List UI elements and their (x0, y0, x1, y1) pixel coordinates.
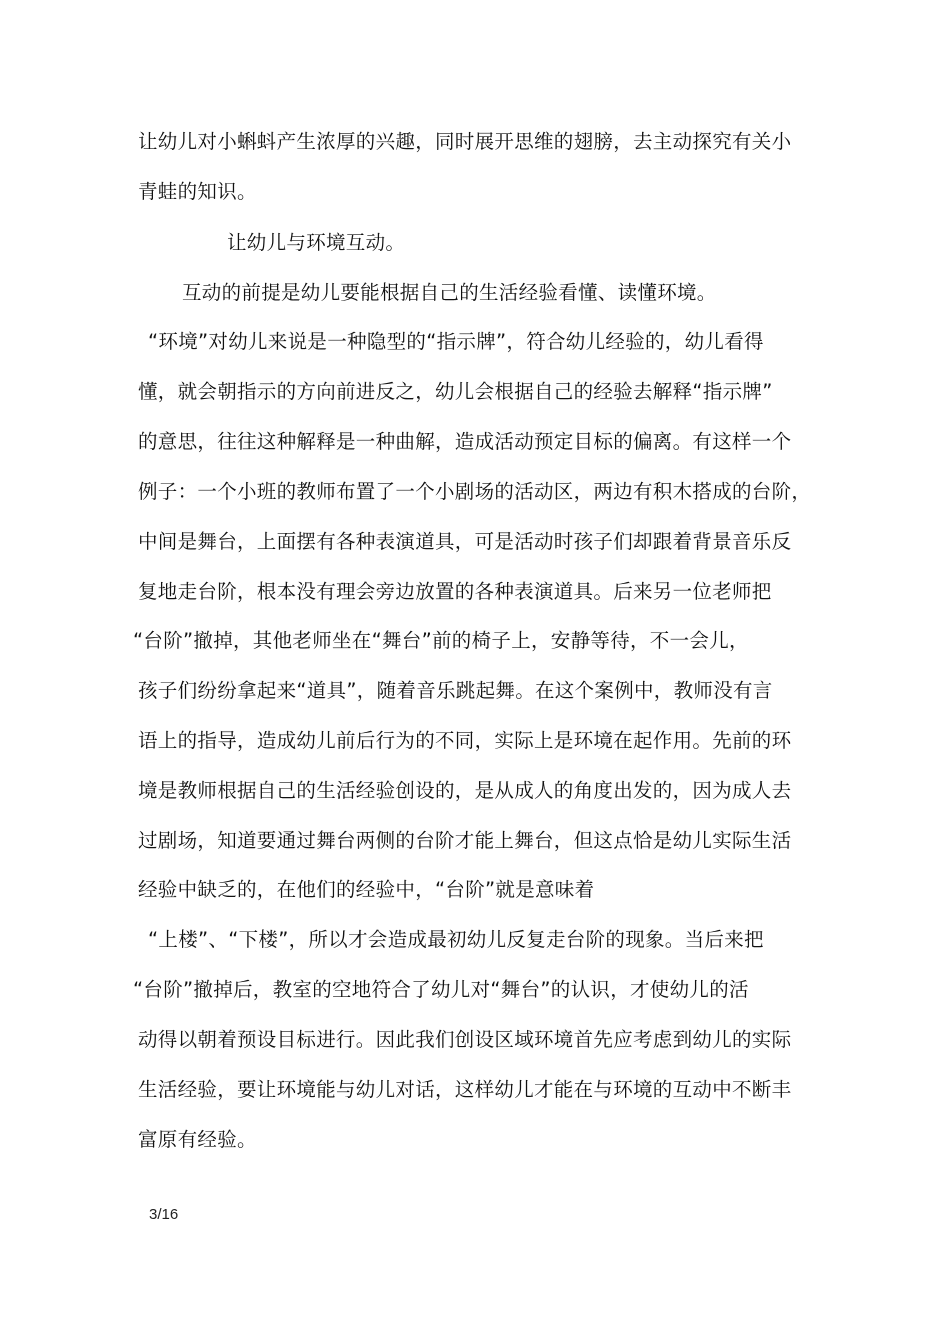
section-heading: 让幼儿与环境互动。 (227, 231, 406, 254)
paragraph-line: “台阶”撤掉后，教室的空地符合了幼儿对“舞台”的认识，才使幼儿的活 (133, 978, 749, 1001)
paragraph-line: 中间是舞台，上面摆有各种表演道具，可是活动时孩子们却跟着背景音乐反 (138, 530, 792, 553)
paragraph-line: 境是教师根据自己的生活经验创设的，是从成人的角度出发的，因为成人去 (138, 779, 792, 802)
paragraph-line: 让幼儿对小蝌蚪产生浓厚的兴趣，同时展开思维的翅膀，去主动探究有关小 (138, 130, 792, 153)
paragraph-line: 语上的指导，造成幼儿前后行为的不同，实际上是环境在起作用。先前的环 (138, 729, 792, 752)
paragraph-line: “上楼”、“下楼”，所以才会造成最初幼儿反复走台阶的现象。当后来把 (148, 928, 764, 951)
paragraph-line: “环境”对幼儿来说是一种隐型的“指示牌”，符合幼儿经验的，幼儿看得 (148, 330, 764, 353)
paragraph-line: 过剧场，知道要通过舞台两侧的台阶才能上舞台，但这点恰是幼儿实际生活 (138, 829, 792, 852)
paragraph-line: 经验中缺乏的，在他们的经验中，“台阶”就是意味着 (138, 878, 595, 901)
paragraph-line: 例子：一个小班的教师布置了一个小剧场的活动区，两边有积木搭成的台阶， (138, 480, 812, 503)
paragraph-line: 复地走台阶，根本没有理会旁边放置的各种表演道具。后来另一位老师把 (138, 580, 772, 603)
paragraph-line: 互动的前提是幼儿要能根据自己的生活经验看懂、读懂环境。 (182, 281, 717, 304)
paragraph-line: 动得以朝着预设目标进行。因此我们创设区域环境首先应考虑到幼儿的实际 (138, 1028, 792, 1051)
page-number: 3/16 (149, 1206, 179, 1223)
paragraph-line: 懂，就会朝指示的方向前进反之，幼儿会根据自己的经验去解释“指示牌” (138, 380, 773, 403)
paragraph-line: “台阶”撤掉，其他老师坐在“舞台”前的椅子上，安静等待，不一会儿， (133, 629, 749, 652)
paragraph-line: 孩子们纷纷拿起来“道具”，随着音乐跳起舞。在这个案例中，教师没有言 (138, 679, 773, 702)
paragraph-line: 生活经验，要让环境能与幼儿对话，这样幼儿才能在与环境的互动中不断丰 (138, 1078, 792, 1101)
paragraph-line: 青蛙的知识。 (138, 180, 257, 203)
paragraph-line: 富原有经验。 (138, 1128, 257, 1151)
paragraph-line: 的意思，往往这种解释是一种曲解，造成活动预定目标的偏离。有这样一个 (138, 430, 792, 453)
